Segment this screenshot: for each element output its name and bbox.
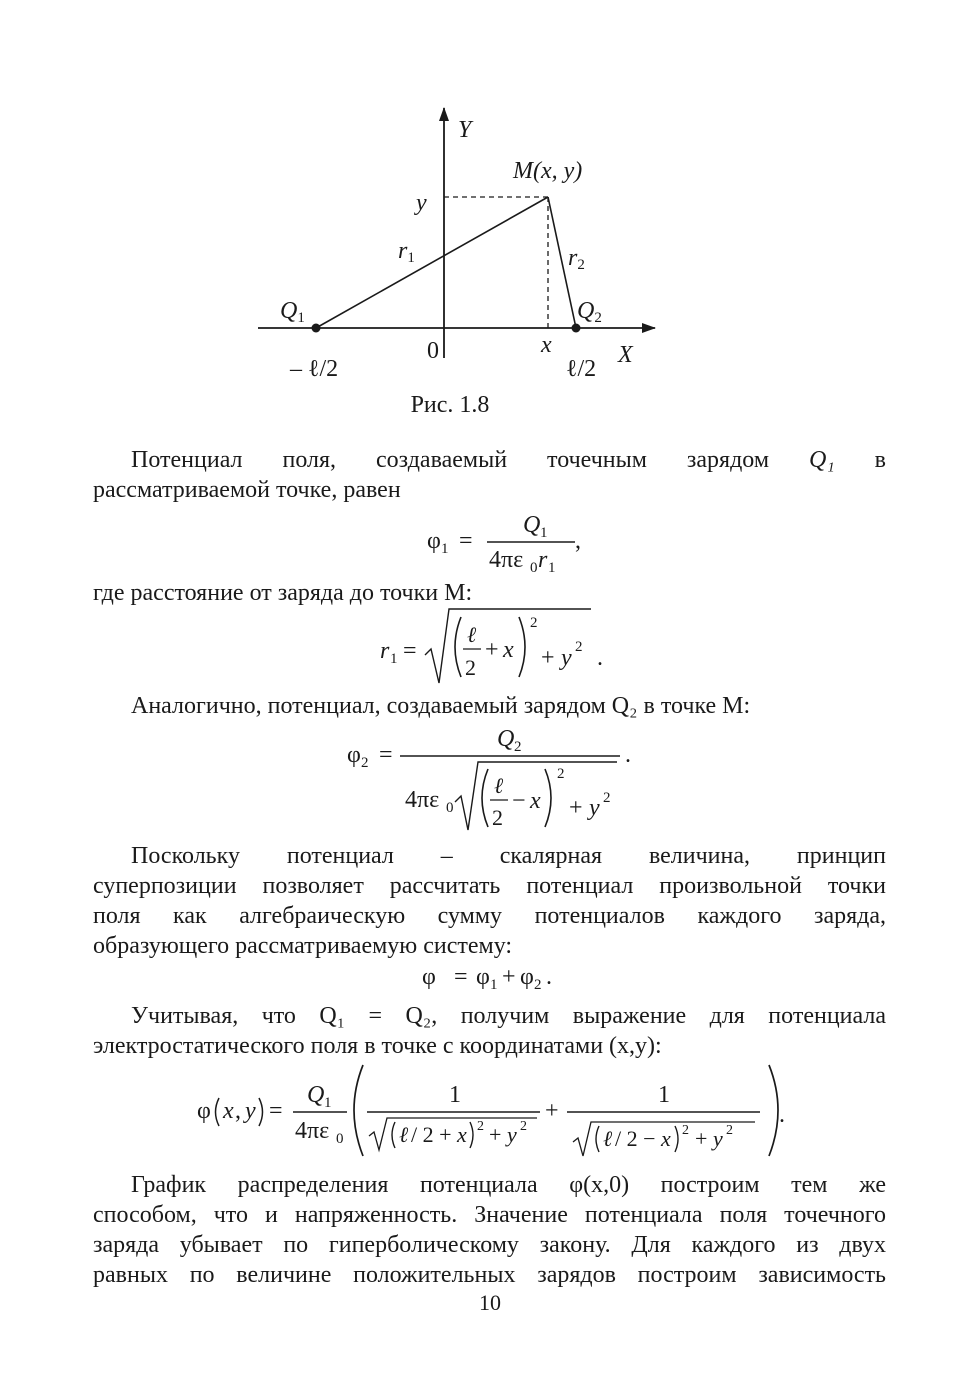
svg-text:y: y (713, 1126, 723, 1151)
svg-text:4πε: 4πε (489, 547, 524, 573)
svg-text:φ: φ (422, 964, 436, 990)
svg-text:ℓ: ℓ (467, 622, 477, 647)
svg-text:2: 2 (726, 1123, 733, 1138)
charge-q2-dot (572, 324, 581, 333)
svg-text:2: 2 (534, 977, 542, 993)
svg-text:2: 2 (492, 805, 503, 830)
svg-text:+: + (485, 637, 499, 663)
svg-text:φ: φ (347, 742, 361, 768)
svg-text:ℓ: ℓ (399, 1122, 409, 1147)
paragraph-5 (93, 1001, 886, 1061)
svg-text:φ: φ (197, 1098, 211, 1124)
p1-line2: рассматриваемой точке, равен (93, 477, 401, 503)
svg-text:ℓ: ℓ (603, 1126, 613, 1151)
svg-text:φ: φ (520, 964, 534, 990)
svg-text:2: 2 (530, 615, 538, 631)
svg-text:2: 2 (682, 1123, 689, 1138)
svg-text:+: + (489, 1122, 502, 1147)
p1-w4: точечным (547, 447, 647, 473)
svg-text:2: 2 (520, 1119, 527, 1134)
p1-w7: в (874, 447, 886, 473)
svg-text:1: 1 (390, 651, 398, 667)
p1-w2: поля, (282, 447, 337, 473)
p1-w5: зарядом (686, 447, 770, 473)
svg-text:y: y (507, 1122, 517, 1147)
svg-text:=: = (454, 964, 468, 990)
svg-text:,: , (235, 1098, 241, 1124)
paragraph-2: где расстояние от заряда до точки M: (93, 580, 473, 606)
r2-label: r2 (568, 245, 585, 273)
svg-text:/ 2 −: / 2 − (615, 1126, 656, 1151)
charge-q1-dot (312, 324, 321, 333)
figure-caption: Рис. 1.8 (410, 392, 490, 418)
svg-text:2: 2 (557, 766, 565, 782)
neg-half-label: – ℓ/2 (290, 356, 339, 382)
p1-line1 (93, 445, 886, 475)
svg-text:+: + (541, 645, 555, 671)
svg-text:1: 1 (548, 560, 556, 576)
svg-text:4πε: 4πε (405, 787, 440, 813)
p6-line3: заряда убывает по гиперболическому закону. Для каждого из двух (93, 1232, 886, 1258)
paragraph-6 (93, 1170, 886, 1290)
equation-phi-sum-graphic (420, 960, 580, 994)
svg-text:x: x (457, 1122, 467, 1147)
svg-text:x: x (223, 1098, 234, 1124)
r1-label: r1 (398, 238, 415, 266)
equation-phi-xy (195, 1060, 795, 1164)
p1-w3: создаваемый (376, 447, 508, 473)
equation-r1 (375, 605, 615, 690)
svg-text:x: x (661, 1126, 671, 1151)
svg-text:.: . (779, 1102, 785, 1128)
svg-text:r: r (538, 547, 548, 573)
x-axis-label: X (618, 342, 633, 368)
svg-text:1: 1 (449, 1082, 461, 1108)
r1-line (316, 197, 548, 328)
y-tick-label: y (416, 190, 427, 216)
svg-text:1: 1 (658, 1082, 670, 1108)
svg-text:Q: Q (523, 512, 541, 538)
paragraph-1 (93, 445, 886, 505)
svg-text:y: y (245, 1098, 256, 1124)
svg-text:y: y (561, 645, 572, 671)
figure-coordinate-diagram (0, 0, 980, 400)
svg-text:ℓ: ℓ (494, 773, 504, 798)
q1-label: Q1 (280, 298, 305, 326)
svg-text:φ: φ (427, 528, 441, 554)
svg-text:/ 2 +: / 2 + (411, 1122, 452, 1147)
svg-text:1: 1 (490, 977, 498, 993)
svg-text:2: 2 (514, 739, 522, 755)
svg-text:2: 2 (361, 755, 369, 771)
equation-phi-sum (420, 960, 580, 994)
q2-label: Q2 (577, 298, 602, 326)
point-m-label: M(x, y) (513, 158, 583, 184)
p6-line4: равных по величине положительных зарядов построим зависимость (93, 1262, 886, 1288)
svg-text:=: = (403, 638, 417, 664)
svg-text:y: y (589, 795, 600, 821)
x-tick-label: x (541, 332, 552, 358)
p4-line1: Поскольку потенциал – скалярная величина, принцип (131, 843, 886, 869)
svg-text:=: = (269, 1098, 283, 1124)
svg-text:0: 0 (446, 800, 454, 816)
equation-phi-xy-graphic (195, 1060, 795, 1164)
page-number: 10 (479, 1290, 501, 1315)
svg-text:r: r (380, 638, 390, 664)
paragraph-3: Аналогично, потенциал, создаваемый зарядом Q₂ в точке M: (131, 693, 751, 719)
svg-text:2: 2 (477, 1119, 484, 1134)
svg-text:1: 1 (441, 541, 449, 557)
svg-text:.: . (546, 964, 552, 990)
p6-line1: График распределения потенциала φ(x,0) построим тем же (131, 1172, 886, 1198)
p5-line1: Учитывая, что Q₁ = Q₂, получим выражение для потенциала (131, 1003, 886, 1029)
svg-text:=: = (379, 742, 393, 768)
p4-line4: образующего рассматриваемую систему: (93, 933, 513, 959)
p1-w1: Потенциал (131, 447, 243, 473)
svg-text:2: 2 (603, 790, 611, 806)
svg-text:=: = (459, 528, 473, 554)
svg-text:1: 1 (324, 1095, 332, 1111)
svg-text:4πε: 4πε (295, 1118, 330, 1144)
svg-text:+: + (695, 1126, 708, 1151)
svg-text:x: x (530, 788, 541, 814)
p5-line2: электростатического поля в точке с координатами (x,y): (93, 1033, 662, 1059)
paragraph-4 (93, 841, 886, 961)
svg-text:x: x (503, 637, 514, 663)
svg-text:2: 2 (465, 655, 476, 680)
svg-text:Q: Q (307, 1082, 325, 1108)
pos-half-label: ℓ/2 (566, 356, 597, 382)
svg-text:φ: φ (476, 964, 490, 990)
svg-text:+: + (569, 795, 583, 821)
svg-text:.: . (625, 742, 631, 768)
equation-phi2 (345, 722, 645, 837)
y-axis-label: Y (458, 117, 472, 143)
svg-text:0: 0 (530, 560, 538, 576)
p1-w6: Q₁ (809, 447, 835, 473)
svg-text:−: − (512, 788, 526, 814)
svg-text:.: . (597, 645, 603, 671)
origin-label: 0 (427, 338, 439, 364)
svg-text:+: + (502, 964, 516, 990)
svg-text:+: + (545, 1098, 559, 1124)
p4-line3: поля как алгебраическую сумму потенциалов каждого заряда, (93, 903, 886, 929)
svg-text:2: 2 (575, 639, 583, 655)
equation-r1-graphic (375, 605, 615, 690)
equation-phi2-graphic (345, 722, 645, 837)
equation-phi1-graphic (425, 505, 585, 580)
svg-text:,: , (575, 528, 581, 554)
svg-text:0: 0 (336, 1131, 344, 1147)
svg-text:1: 1 (540, 525, 548, 541)
equation-phi1 (425, 505, 585, 580)
svg-text:Q: Q (497, 726, 515, 752)
p4-line2: суперпозиции позволяет рассчитать потенциал произвольной точки (93, 873, 886, 899)
p6-line2: способом, что и напряженность. Значение потенциала поля точечного (93, 1202, 886, 1228)
